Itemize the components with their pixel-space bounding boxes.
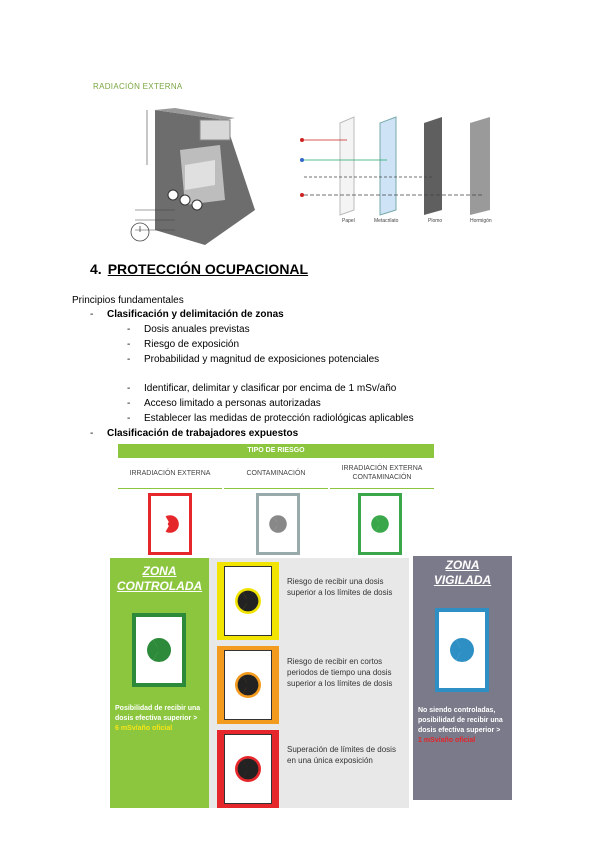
zona-controlada-title-2: CONTROLADA: [116, 579, 203, 593]
risk-table-header: TIPO DE RIESGO: [118, 444, 434, 458]
risk-col-both: [330, 458, 434, 558]
yellow-zone-tile: [217, 562, 279, 640]
shielding-diagram: [292, 115, 504, 220]
shield-label-acrylic: Metacrilato: [374, 218, 399, 224]
sub-bullet: - Acceso limitado a personas autorizadas: [127, 398, 321, 409]
external-radiation-diagram: [85, 80, 275, 250]
sub-bullet: - Dosis anuales previstas: [127, 324, 250, 335]
risk-col-label: CONTAMINACIÓN: [224, 458, 328, 489]
intro-text: Principios fundamentales: [72, 295, 184, 306]
risk-col-label: IRRADIACIÓN EXTERNA: [118, 458, 222, 489]
risk-col-external: [118, 458, 222, 558]
risk-col-contamination: [224, 458, 328, 558]
trefoil-sign-icon: [224, 650, 272, 720]
trefoil-sign-icon: [256, 493, 300, 555]
trefoil-sign-icon: [148, 493, 192, 555]
zona-controlada-desc: Posibilidad de recibir una dosis efectiva superior > 6 mSv/año oficial: [115, 705, 201, 732]
trefoil-sign-icon: [435, 608, 489, 692]
zona-vigilada-title-1: ZONA: [445, 558, 480, 572]
sub-bullet: - Identificar, delimitar y clasificar por encima de 1 mSv/año: [127, 383, 396, 394]
zona-vigilada-panel: [413, 556, 512, 800]
zone-row-text: Riesgo de recibir una dosis superior a los límites de dosis: [287, 577, 393, 597]
zone-row-yellow: [209, 560, 409, 642]
external-radiation-figure: [85, 80, 275, 250]
orange-zone-tile: [217, 646, 279, 724]
zone-row-text: Superación de límites de dosis en una única exposición: [287, 745, 396, 765]
bullet-zone-classification: - Clasificación y delimitación de zonas: [92, 309, 284, 320]
trefoil-sign-icon: [358, 493, 402, 555]
zona-vigilada-title-2: VIGILADA: [433, 573, 492, 587]
section-title: PROTECCIÓN OCUPACIONAL: [107, 261, 309, 277]
figure-caption: RADIACIÓN EXTERNA: [93, 82, 183, 91]
sub-bullet: - Probabilidad y magnitud de exposiciones potenciales: [127, 354, 379, 365]
shield-label-lead: Plomo: [428, 218, 443, 224]
section-number: 4.: [90, 261, 102, 277]
risk-type-table: [118, 444, 434, 558]
zona-controlada-panel: [110, 558, 209, 808]
shield-label-paper: Papel: [342, 218, 355, 224]
zone-row-red: [209, 728, 409, 810]
red-zone-tile: [217, 730, 279, 808]
bullet-worker-classification: - Clasificación de trabajadores expuestos: [92, 428, 298, 439]
zone-types-panel: [209, 558, 409, 808]
shield-label-concrete: Hormigón: [470, 218, 492, 224]
section-heading: [90, 261, 308, 277]
trefoil-sign-icon: [224, 566, 272, 636]
zona-controlada-title-1: ZONA: [142, 564, 177, 578]
trefoil-sign-icon: [224, 734, 272, 804]
trefoil-sign-icon: [132, 613, 186, 687]
sub-bullet: - Riesgo de exposición: [127, 339, 239, 350]
risk-col-label: IRRADIACIÓN EXTERNA CONTAMINACIÓN: [330, 458, 434, 489]
sub-bullet: - Establecer las medidas de protección radiológicas aplicables: [127, 413, 414, 424]
zone-row-orange: [209, 644, 409, 726]
zona-vigilada-desc: No siendo controladas, posibilidad de recibir una dosis efectiva superior > 1 mSv/año oficial: [418, 707, 503, 744]
shielding-figure: [292, 115, 504, 230]
zone-row-text: Riesgo de recibir en cortos periodos de tiempo una dosis superior a los límites de dosis: [287, 657, 393, 688]
